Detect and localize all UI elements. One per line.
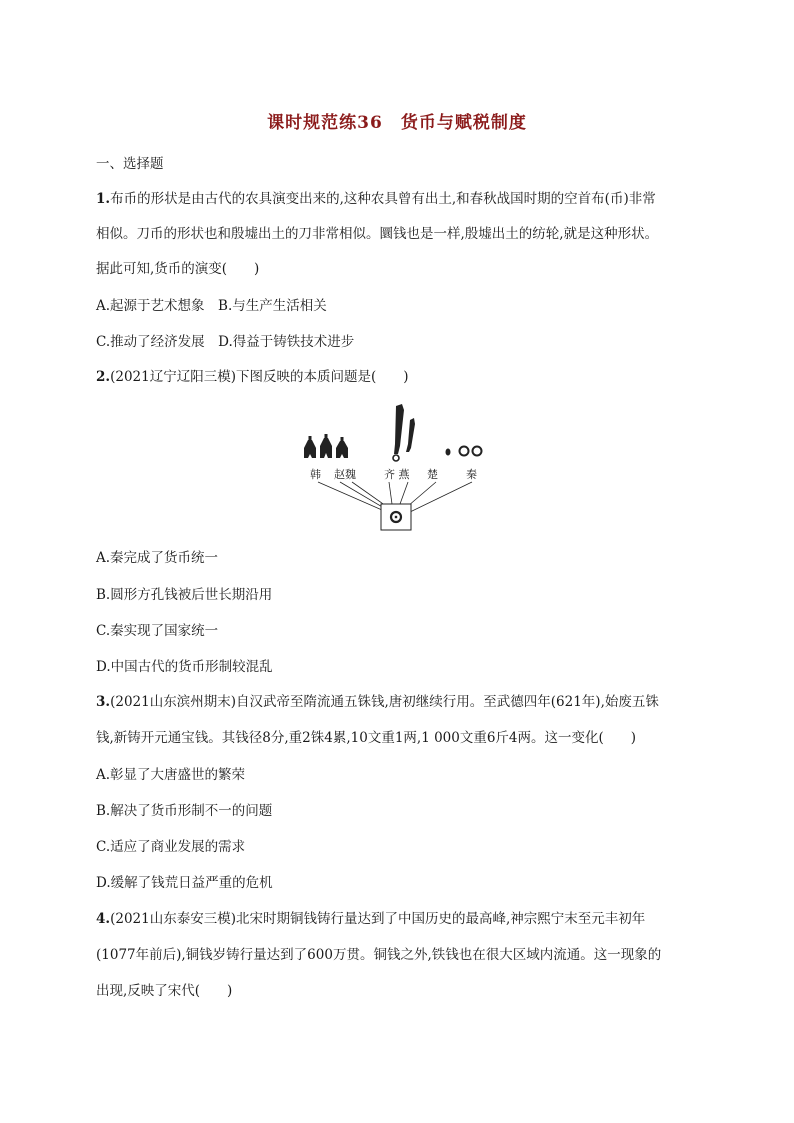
label-han: 韩 <box>310 468 321 481</box>
label-chu: 楚 <box>427 468 438 481</box>
q1-options-cd: C.推动了经济发展 D.得益于铸铁技术进步 <box>96 334 355 350</box>
q3-option-a: A.彰显了大唐盛世的繁荣 <box>96 767 246 783</box>
q3-line-1 <box>96 693 716 711</box>
q1-number: 1. <box>96 191 111 207</box>
q4-line-1 <box>96 910 716 928</box>
q3-option-b: B.解决了货币形制不一的问题 <box>96 803 273 819</box>
label-qin: 秦 <box>466 468 477 481</box>
q3-line-2: 钱,新铸开元通宝钱。其钱径8分,重2铢4累,10文重1两,1 000文重6斤4两。这一变化( ) <box>96 730 637 746</box>
q4-number: 4. <box>96 911 111 927</box>
section-heading: 一、选择题 <box>96 156 164 172</box>
q2-stem-text: (2021辽宁辽阳三模)下图反映的本质问题是( ) <box>110 369 409 385</box>
q3-option-d: D.缓解了钱荒日益严重的危机 <box>96 875 273 891</box>
round-coins-icon <box>460 447 482 456</box>
label-qi-yan: 齐 燕 <box>384 468 410 481</box>
q2-option-b: B.圆形方孔钱被后世长期沿用 <box>96 587 273 603</box>
page-title: 课时规范练36 货币与赋税制度 <box>267 113 527 133</box>
ant-nose-coin-icon <box>446 449 451 456</box>
square-hole-icon <box>395 516 397 518</box>
coin-diagram <box>296 400 496 532</box>
q4-text-1: (2021山东泰安三模)北宋时期铜钱铸行量达到了中国历史的最高峰,神宗熙宁末至元丰初年 <box>110 911 646 927</box>
q2-option-d: D.中国古代的货币形制较混乱 <box>96 659 273 675</box>
q4-line-3: 出现,反映了宋代( ) <box>96 983 233 999</box>
spade-coins-icon <box>304 434 348 458</box>
q1-text-1: 布币的形状是由古代的农具演变出来的,这种农具曾有出土,和春秋战国时期的空首布(币)非常 <box>110 191 656 207</box>
q1-line-2: 相似。刀币的形状也和殷墟出土的刀非常相似。圜钱也是一样,殷墟出土的纺轮,就是这种形状。 <box>96 226 659 242</box>
q2-option-a: A.秦完成了货币统一 <box>96 550 219 566</box>
q3-option-c: C.适应了商业发展的需求 <box>96 839 246 855</box>
q2-option-c: C.秦实现了国家统一 <box>96 623 219 639</box>
q4-line-2: (1077年前后),铜钱岁铸行量达到了600万贯。铜钱之外,铁钱也在很大区域内流通。这一现象的 <box>96 947 662 963</box>
q1-options-ab: A.起源于艺术想象 B.与生产生活相关 <box>96 298 327 314</box>
q2-stem <box>96 368 716 386</box>
q2-number: 2. <box>96 369 111 385</box>
q3-number: 3. <box>96 694 111 710</box>
knife-coins-icon <box>393 404 415 461</box>
q3-text-1: (2021山东滨州期末)自汉武帝至隋流通五铢钱,唐初继续行用。至武德四年(621年),始废五铢 <box>110 694 659 710</box>
q1-line-3: 据此可知,货币的演变( ) <box>96 261 260 277</box>
label-zhao-wei: 赵魏 <box>334 468 356 481</box>
q1-line-1 <box>96 190 716 208</box>
